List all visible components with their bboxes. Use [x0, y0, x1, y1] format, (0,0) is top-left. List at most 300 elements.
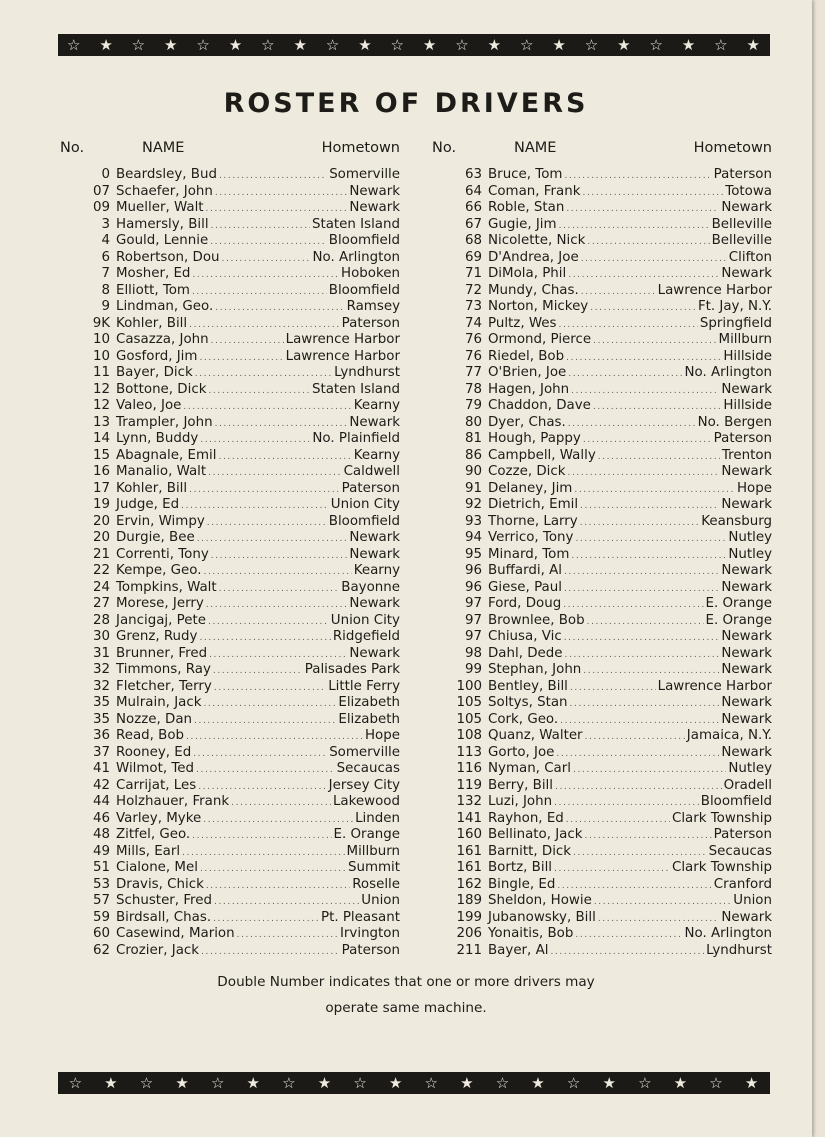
roster-row	[432, 398, 772, 415]
dot-leader	[192, 287, 327, 297]
driver-name: Tompkins, Walt	[116, 579, 217, 595]
driver-number: 35	[92, 695, 110, 710]
star-icon: ★	[104, 1074, 119, 1092]
driver-name: Mills, Earl	[116, 843, 181, 859]
roster-row	[60, 382, 400, 399]
driver-hometown: Paterson	[341, 942, 400, 958]
header-name: NAME	[514, 140, 557, 156]
driver-hometown: Paterson	[713, 431, 772, 446]
driver-hometown: Newark	[349, 645, 400, 661]
roster-row	[432, 860, 772, 877]
star-icon: ★	[531, 1074, 546, 1092]
roster-row	[60, 943, 400, 960]
star-icon: ☆	[714, 36, 729, 54]
dot-leader	[570, 683, 656, 693]
star-icon: ☆	[131, 36, 147, 54]
driver-name: Jubanowsky, Bill	[488, 909, 596, 925]
dot-leader	[563, 600, 703, 610]
driver-name: Gugie, Jim	[488, 216, 557, 232]
driver-number: 22	[92, 563, 110, 578]
driver-hometown: Secaucas	[336, 761, 400, 776]
driver-hometown: Lyndhurst	[334, 365, 400, 380]
dot-leader	[564, 171, 711, 181]
driver-number: 90	[464, 464, 482, 479]
driver-name: Buffardi, Al	[488, 563, 562, 578]
driver-name: Gorto, Joe	[488, 744, 555, 760]
roster-row	[432, 547, 772, 564]
driver-name: Campbell, Wally	[488, 447, 596, 463]
roster-column-left	[60, 140, 400, 959]
roster-row	[60, 596, 400, 613]
driver-number: 161	[456, 860, 482, 875]
roster-row	[60, 316, 400, 333]
driver-name: Birdsall, Chas.	[116, 909, 212, 925]
driver-hometown: Summit	[347, 860, 400, 875]
star-icon: ★	[293, 36, 308, 54]
driver-hometown: No. Arlington	[312, 249, 400, 265]
roster-row	[432, 266, 772, 283]
dot-leader	[598, 452, 720, 462]
driver-name: Brunner, Fred	[116, 645, 208, 661]
roster-row	[432, 332, 772, 349]
roster-row	[432, 596, 772, 613]
driver-hometown: Nutley	[728, 530, 772, 545]
driver-name: Kohler, Bill	[116, 480, 188, 496]
driver-number: 160	[456, 827, 482, 842]
driver-hometown: Newark	[721, 629, 772, 644]
dot-leader	[583, 666, 719, 676]
star-icon: ★	[422, 36, 438, 54]
roster-row	[60, 811, 400, 828]
driver-number: 98	[464, 645, 482, 661]
driver-number: 77	[464, 365, 482, 380]
roster-row	[432, 613, 772, 630]
driver-hometown: Bloomfield	[328, 233, 400, 248]
dot-leader	[568, 270, 719, 280]
driver-name: Jancigaj, Pete	[116, 612, 206, 628]
driver-number: 69	[464, 249, 482, 265]
driver-name: Read, Bob	[116, 728, 185, 743]
roster-row	[60, 646, 400, 663]
dot-leader	[192, 270, 339, 280]
driver-hometown: Lyndhurst	[706, 942, 772, 958]
star-border-bottom	[58, 1072, 770, 1094]
roster-row	[60, 712, 400, 729]
driver-number: 211	[456, 942, 482, 958]
roster-row	[60, 910, 400, 927]
star-icon: ★	[175, 1074, 190, 1092]
roster-row	[432, 167, 772, 184]
dot-leader	[203, 567, 351, 577]
roster-row	[432, 481, 772, 498]
driver-number: 105	[456, 711, 482, 727]
dot-leader	[207, 518, 327, 528]
dot-leader	[194, 716, 336, 726]
driver-number: 10	[92, 332, 110, 347]
dot-leader	[559, 221, 710, 231]
roster-row	[432, 184, 772, 201]
driver-hometown: Trenton	[721, 447, 772, 463]
driver-hometown: Totowa	[725, 183, 772, 199]
driver-hometown: No. Arlington	[684, 365, 772, 380]
driver-hometown: Newark	[721, 497, 772, 512]
driver-hometown: Newark	[721, 579, 772, 595]
dot-leader	[203, 815, 353, 825]
dot-leader	[219, 171, 327, 181]
dot-leader	[215, 188, 347, 198]
driver-number: 132	[456, 794, 482, 809]
roster-row	[60, 662, 400, 679]
driver-number: 10	[92, 348, 110, 364]
driver-hometown: Union City	[330, 612, 400, 628]
driver-hometown: Cranford	[713, 876, 772, 892]
star-icon: ★	[358, 36, 373, 54]
roster-row	[432, 761, 772, 778]
roster-row	[432, 382, 772, 399]
star-icon: ☆	[325, 36, 341, 54]
driver-name: Gosford, Jim	[116, 348, 198, 364]
dot-leader	[564, 584, 719, 594]
dot-leader	[208, 617, 329, 627]
dot-leader	[583, 435, 712, 445]
dot-leader	[206, 600, 348, 610]
driver-hometown: E. Orange	[333, 827, 400, 842]
dot-leader	[195, 369, 332, 379]
driver-hometown: Somerville	[329, 167, 400, 182]
dot-leader	[587, 617, 704, 627]
roster-row	[60, 167, 400, 184]
driver-hometown: Newark	[721, 711, 772, 727]
driver-hometown: Jersey City	[328, 777, 400, 793]
driver-name: Varley, Myke	[116, 810, 202, 826]
star-icon: ★	[744, 1074, 760, 1092]
star-icon: ☆	[424, 1074, 439, 1092]
driver-number: 14	[92, 431, 110, 446]
driver-hometown: Hillside	[723, 348, 772, 364]
roster-row	[432, 778, 772, 795]
driver-number: 76	[464, 332, 482, 347]
driver-number: 32	[92, 678, 110, 694]
driver-name: Lindman, Geo.	[116, 299, 214, 314]
roster-row	[60, 431, 400, 448]
roster-row	[60, 481, 400, 498]
roster-row	[432, 316, 772, 333]
dot-leader	[580, 518, 699, 528]
driver-hometown: Lawrence Harbor	[285, 332, 400, 347]
dot-leader	[573, 765, 726, 775]
driver-hometown: Newark	[721, 695, 772, 710]
driver-name: Casewind, Marion	[116, 926, 235, 941]
driver-name: Coman, Frank	[488, 183, 581, 199]
roster-row	[60, 679, 400, 696]
driver-name: Pultz, Wes	[488, 315, 557, 331]
star-icon: ★	[460, 1074, 475, 1092]
roster-row	[432, 646, 772, 663]
driver-name: Bayer, Dick	[116, 365, 193, 380]
driver-number: 15	[92, 447, 110, 463]
roster-row	[60, 580, 400, 597]
dot-leader	[215, 419, 348, 429]
dot-leader	[183, 402, 351, 412]
star-icon: ★	[228, 36, 244, 54]
roster-row	[60, 844, 400, 861]
driver-name: Chaddon, Dave	[488, 398, 591, 413]
dot-leader	[568, 369, 682, 379]
dot-leader	[206, 881, 350, 891]
driver-hometown: Belleville	[711, 233, 772, 248]
driver-number: 20	[92, 513, 110, 529]
roster-row	[60, 332, 400, 349]
driver-number: 67	[464, 216, 482, 232]
driver-name: Schuster, Fred	[116, 893, 212, 908]
driver-name: Bottone, Dick	[116, 381, 207, 397]
driver-number: 72	[464, 282, 482, 298]
driver-number: 4	[101, 233, 110, 248]
roster-row	[432, 217, 772, 234]
star-icon: ☆	[353, 1074, 368, 1092]
driver-number: 12	[92, 398, 110, 413]
driver-name: Mosher, Ed	[116, 266, 191, 281]
driver-name: Barnitt, Dick	[488, 843, 572, 859]
dot-leader	[206, 204, 348, 214]
dot-leader	[197, 534, 348, 544]
dot-leader	[218, 452, 351, 462]
dot-leader	[214, 897, 359, 907]
roster-row	[432, 943, 772, 960]
dot-leader	[556, 749, 719, 759]
dot-leader	[199, 353, 283, 363]
roster-row	[60, 415, 400, 432]
driver-number: 141	[456, 810, 482, 826]
roster-row	[432, 464, 772, 481]
driver-name: Correnti, Tony	[116, 546, 209, 562]
roster-column-right	[432, 140, 772, 959]
roster-row	[60, 695, 400, 712]
dot-leader	[574, 485, 735, 495]
star-icon: ☆	[68, 1074, 84, 1092]
driver-hometown: Paterson	[713, 167, 772, 182]
roster-row	[432, 877, 772, 894]
roster-row	[60, 266, 400, 283]
driver-number: 51	[92, 860, 110, 875]
dot-leader	[189, 320, 340, 330]
driver-name: Hagen, John	[488, 381, 570, 397]
star-icon: ☆	[210, 1074, 226, 1092]
driver-hometown: Newark	[349, 546, 400, 562]
star-icon: ☆	[66, 36, 82, 54]
dot-leader	[200, 435, 310, 445]
driver-hometown: Jamaica, N.Y.	[686, 728, 772, 743]
column-header	[432, 140, 772, 164]
driver-name: Schaefer, John	[116, 183, 213, 199]
driver-number: 9K	[92, 315, 110, 331]
driver-number: 53	[92, 876, 110, 892]
roster-row	[60, 250, 400, 267]
column-header	[60, 140, 400, 164]
dot-leader	[575, 930, 682, 940]
driver-number: 48	[92, 827, 110, 842]
driver-hometown: Kearny	[353, 563, 400, 578]
driver-number: 20	[92, 530, 110, 545]
driver-hometown: Somerville	[329, 744, 400, 760]
roster-list-left	[60, 167, 400, 959]
driver-number: 19	[92, 497, 110, 512]
driver-number: 68	[464, 233, 482, 248]
driver-number: 199	[456, 909, 482, 925]
driver-name: Ormond, Pierce	[488, 332, 592, 347]
driver-number: 21	[92, 546, 110, 562]
roster-row	[432, 794, 772, 811]
driver-hometown: Elizabeth	[338, 695, 400, 710]
dot-leader	[211, 551, 348, 561]
driver-name: Lynn, Buddy	[116, 431, 199, 446]
roster-row	[60, 464, 400, 481]
driver-hometown: Lawrence Harbor	[285, 348, 400, 364]
driver-number: 97	[464, 596, 482, 611]
driver-hometown: Belleville	[711, 216, 772, 232]
dot-leader	[585, 732, 685, 742]
dot-leader	[211, 336, 284, 346]
driver-number: 36	[92, 728, 110, 743]
driver-name: Chiusa, Vic	[488, 629, 562, 644]
roster-row	[432, 910, 772, 927]
driver-hometown: Ridgefield	[332, 629, 400, 644]
driver-name: Cork, Geo.	[488, 711, 559, 727]
dot-leader	[590, 303, 696, 313]
dot-leader	[564, 567, 719, 577]
driver-name: Durgie, Bee	[116, 530, 195, 545]
driver-name: Giese, Paul	[488, 579, 562, 595]
driver-hometown: Millburn	[718, 332, 772, 347]
roster-row	[60, 299, 400, 316]
driver-number: 59	[92, 909, 110, 925]
dot-leader	[210, 237, 327, 247]
driver-name: Cozze, Dick	[488, 464, 566, 479]
dot-leader	[598, 914, 720, 924]
driver-hometown: Linden	[355, 810, 400, 826]
driver-number: 73	[464, 299, 482, 314]
driver-number: 30	[92, 629, 110, 644]
driver-hometown: E. Orange	[705, 612, 772, 628]
driver-name: Nyman, Carl	[488, 761, 571, 776]
driver-number: 66	[464, 200, 482, 215]
roster-row	[432, 200, 772, 217]
star-icon: ★	[317, 1074, 333, 1092]
star-icon: ☆	[495, 1074, 511, 1092]
roster-row	[432, 530, 772, 547]
driver-number: 7	[101, 266, 110, 281]
dot-leader	[566, 204, 719, 214]
star-icon: ☆	[455, 36, 470, 54]
dot-leader	[200, 864, 346, 874]
star-icon: ☆	[709, 1074, 724, 1092]
star-icon: ☆	[584, 36, 600, 54]
driver-hometown: Paterson	[341, 315, 400, 331]
driver-hometown: Palisades Park	[304, 662, 400, 677]
driver-number: 99	[464, 662, 482, 677]
footnote-line-1: Double Number indicates that one or more drivers may	[217, 974, 595, 990]
driver-name: Riedel, Bob	[488, 348, 565, 364]
dot-leader	[594, 897, 731, 907]
driver-name: Robertson, Dou	[116, 249, 220, 265]
driver-hometown: Hoboken	[341, 266, 400, 281]
driver-number: 79	[464, 398, 482, 413]
driver-number: 62	[92, 942, 110, 958]
driver-name: Bentley, Bill	[488, 678, 568, 694]
roster-row	[432, 299, 772, 316]
driver-number: 12	[92, 381, 110, 397]
driver-number: 93	[464, 513, 482, 529]
driver-number: 11	[92, 365, 110, 380]
driver-name: Verrico, Tony	[488, 530, 574, 545]
driver-name: Abagnale, Emil	[116, 447, 217, 463]
star-icon: ★	[388, 1074, 404, 1092]
driver-name: Wilmot, Ted	[116, 761, 195, 776]
driver-number: 46	[92, 810, 110, 826]
dot-leader	[555, 782, 722, 792]
roster-row	[60, 761, 400, 778]
roster-row	[60, 778, 400, 795]
driver-name: Trampler, John	[116, 414, 213, 430]
driver-hometown: Hope	[364, 728, 400, 743]
driver-name: Hamersly, Bill	[116, 216, 209, 232]
driver-hometown: Keansburg	[701, 513, 772, 529]
driver-name: Zitfel, Geo.	[116, 827, 191, 842]
driver-number: 8	[101, 282, 110, 298]
driver-number: 64	[464, 183, 482, 199]
driver-name: Timmons, Ray	[116, 662, 211, 677]
dot-leader	[186, 732, 363, 742]
roster-row	[60, 530, 400, 547]
driver-number: 97	[464, 629, 482, 644]
driver-hometown: E. Orange	[705, 596, 772, 611]
roster-list-right	[432, 167, 772, 959]
header-hometown: Hometown	[321, 140, 400, 156]
dot-leader	[211, 221, 310, 231]
driver-hometown: Roselle	[352, 876, 400, 892]
star-icon: ☆	[282, 1074, 297, 1092]
driver-hometown: Springfield	[699, 315, 772, 331]
driver-number: 162	[456, 876, 482, 892]
dot-leader	[193, 749, 327, 759]
driver-name: Mundy, Chas.	[488, 282, 579, 298]
dot-leader	[554, 864, 670, 874]
dot-leader	[571, 386, 719, 396]
dot-leader	[568, 419, 696, 429]
dot-leader	[231, 798, 331, 808]
roster-row	[60, 365, 400, 382]
roster-row	[432, 662, 772, 679]
roster-row	[432, 926, 772, 943]
dot-leader	[554, 798, 699, 808]
dot-leader	[215, 303, 344, 313]
driver-hometown: Paterson	[713, 827, 772, 842]
driver-hometown: No. Arlington	[684, 926, 772, 941]
dot-leader	[581, 287, 656, 297]
dot-leader	[214, 683, 326, 693]
roster-row	[60, 497, 400, 514]
star-icon: ☆	[261, 36, 276, 54]
driver-number: 07	[92, 183, 110, 199]
star-icon: ★	[602, 1074, 617, 1092]
driver-number: 92	[464, 497, 482, 512]
star-icon: ★	[99, 36, 114, 54]
driver-number: 09	[92, 200, 110, 215]
driver-hometown: Paterson	[341, 480, 400, 496]
roster-row	[60, 283, 400, 300]
roster-row	[60, 217, 400, 234]
dot-leader	[580, 501, 719, 511]
